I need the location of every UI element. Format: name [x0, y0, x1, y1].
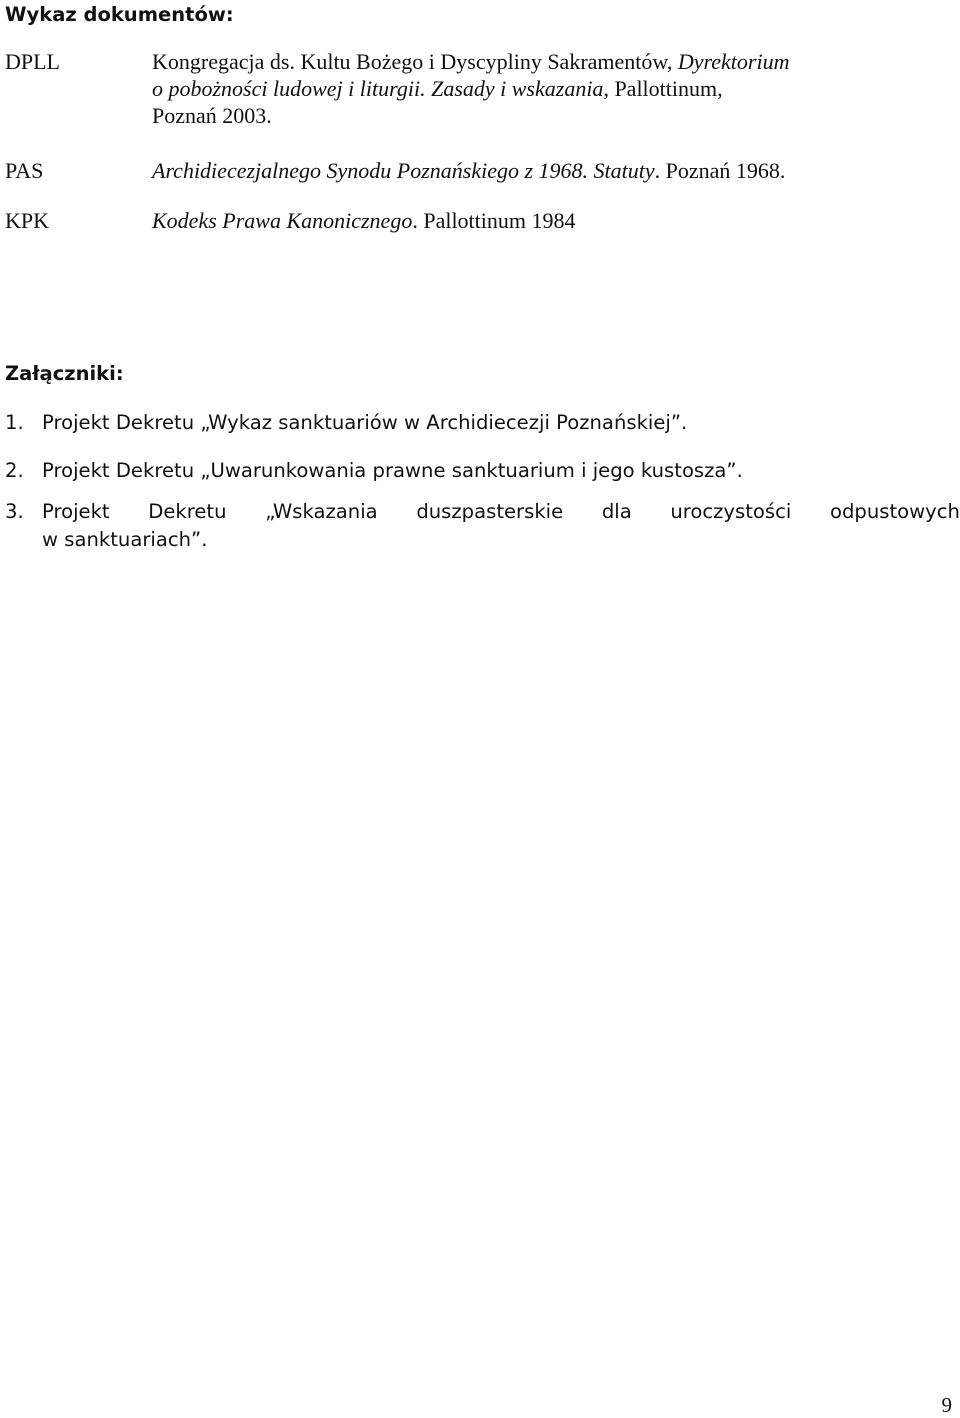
- desc-pas: Archidiecezjalnego Synodu Poznańskiego z 1968. Statuty. Poznań 1968.: [152, 158, 786, 183]
- attachment-number: 2.: [5, 459, 24, 482]
- attachments-heading: Załączniki:: [5, 362, 124, 385]
- desc-dpll: [152, 48, 952, 129]
- attachment-text: Projekt Dekretu „Uwarunkowania prawne sanktuarium i jego kustosza”.: [42, 459, 743, 482]
- page-number: 9: [941, 1393, 952, 1417]
- attachment-text-justified: Projekt Dekretu „Wskazania duszpasterskie dla uroczystości odpustowych: [42, 500, 960, 523]
- attachment-number: 3.: [5, 500, 24, 523]
- attachment-item: [5, 497, 960, 557]
- abbr-dpll: DPLL: [5, 49, 60, 74]
- abbr-pas: PAS: [5, 158, 44, 183]
- desc-dpll-line-2: o pobożności ludowej i liturgii. Zasady i wskazania, Pallottinum,: [152, 76, 723, 101]
- documents-heading: Wykaz dokumentów:: [5, 3, 234, 26]
- desc-kpk: Kodeks Prawa Kanonicznego. Pallottinum 1984: [152, 208, 576, 233]
- attachment-text-continued: w sanktuariach”.: [42, 528, 208, 551]
- abbr-kpk: KPK: [5, 208, 50, 233]
- desc-dpll-line-3: Poznań 2003.: [152, 103, 272, 128]
- attachment-text: Projekt Dekretu „Wykaz sanktuariów w Archidiecezji Poznańskiej”.: [42, 411, 688, 434]
- desc-dpll-line-1: Kongregacja ds. Kultu Bożego i Dyscypliny Sakramentów, Dyrektorium: [152, 49, 790, 74]
- attachment-number: 1.: [5, 411, 24, 434]
